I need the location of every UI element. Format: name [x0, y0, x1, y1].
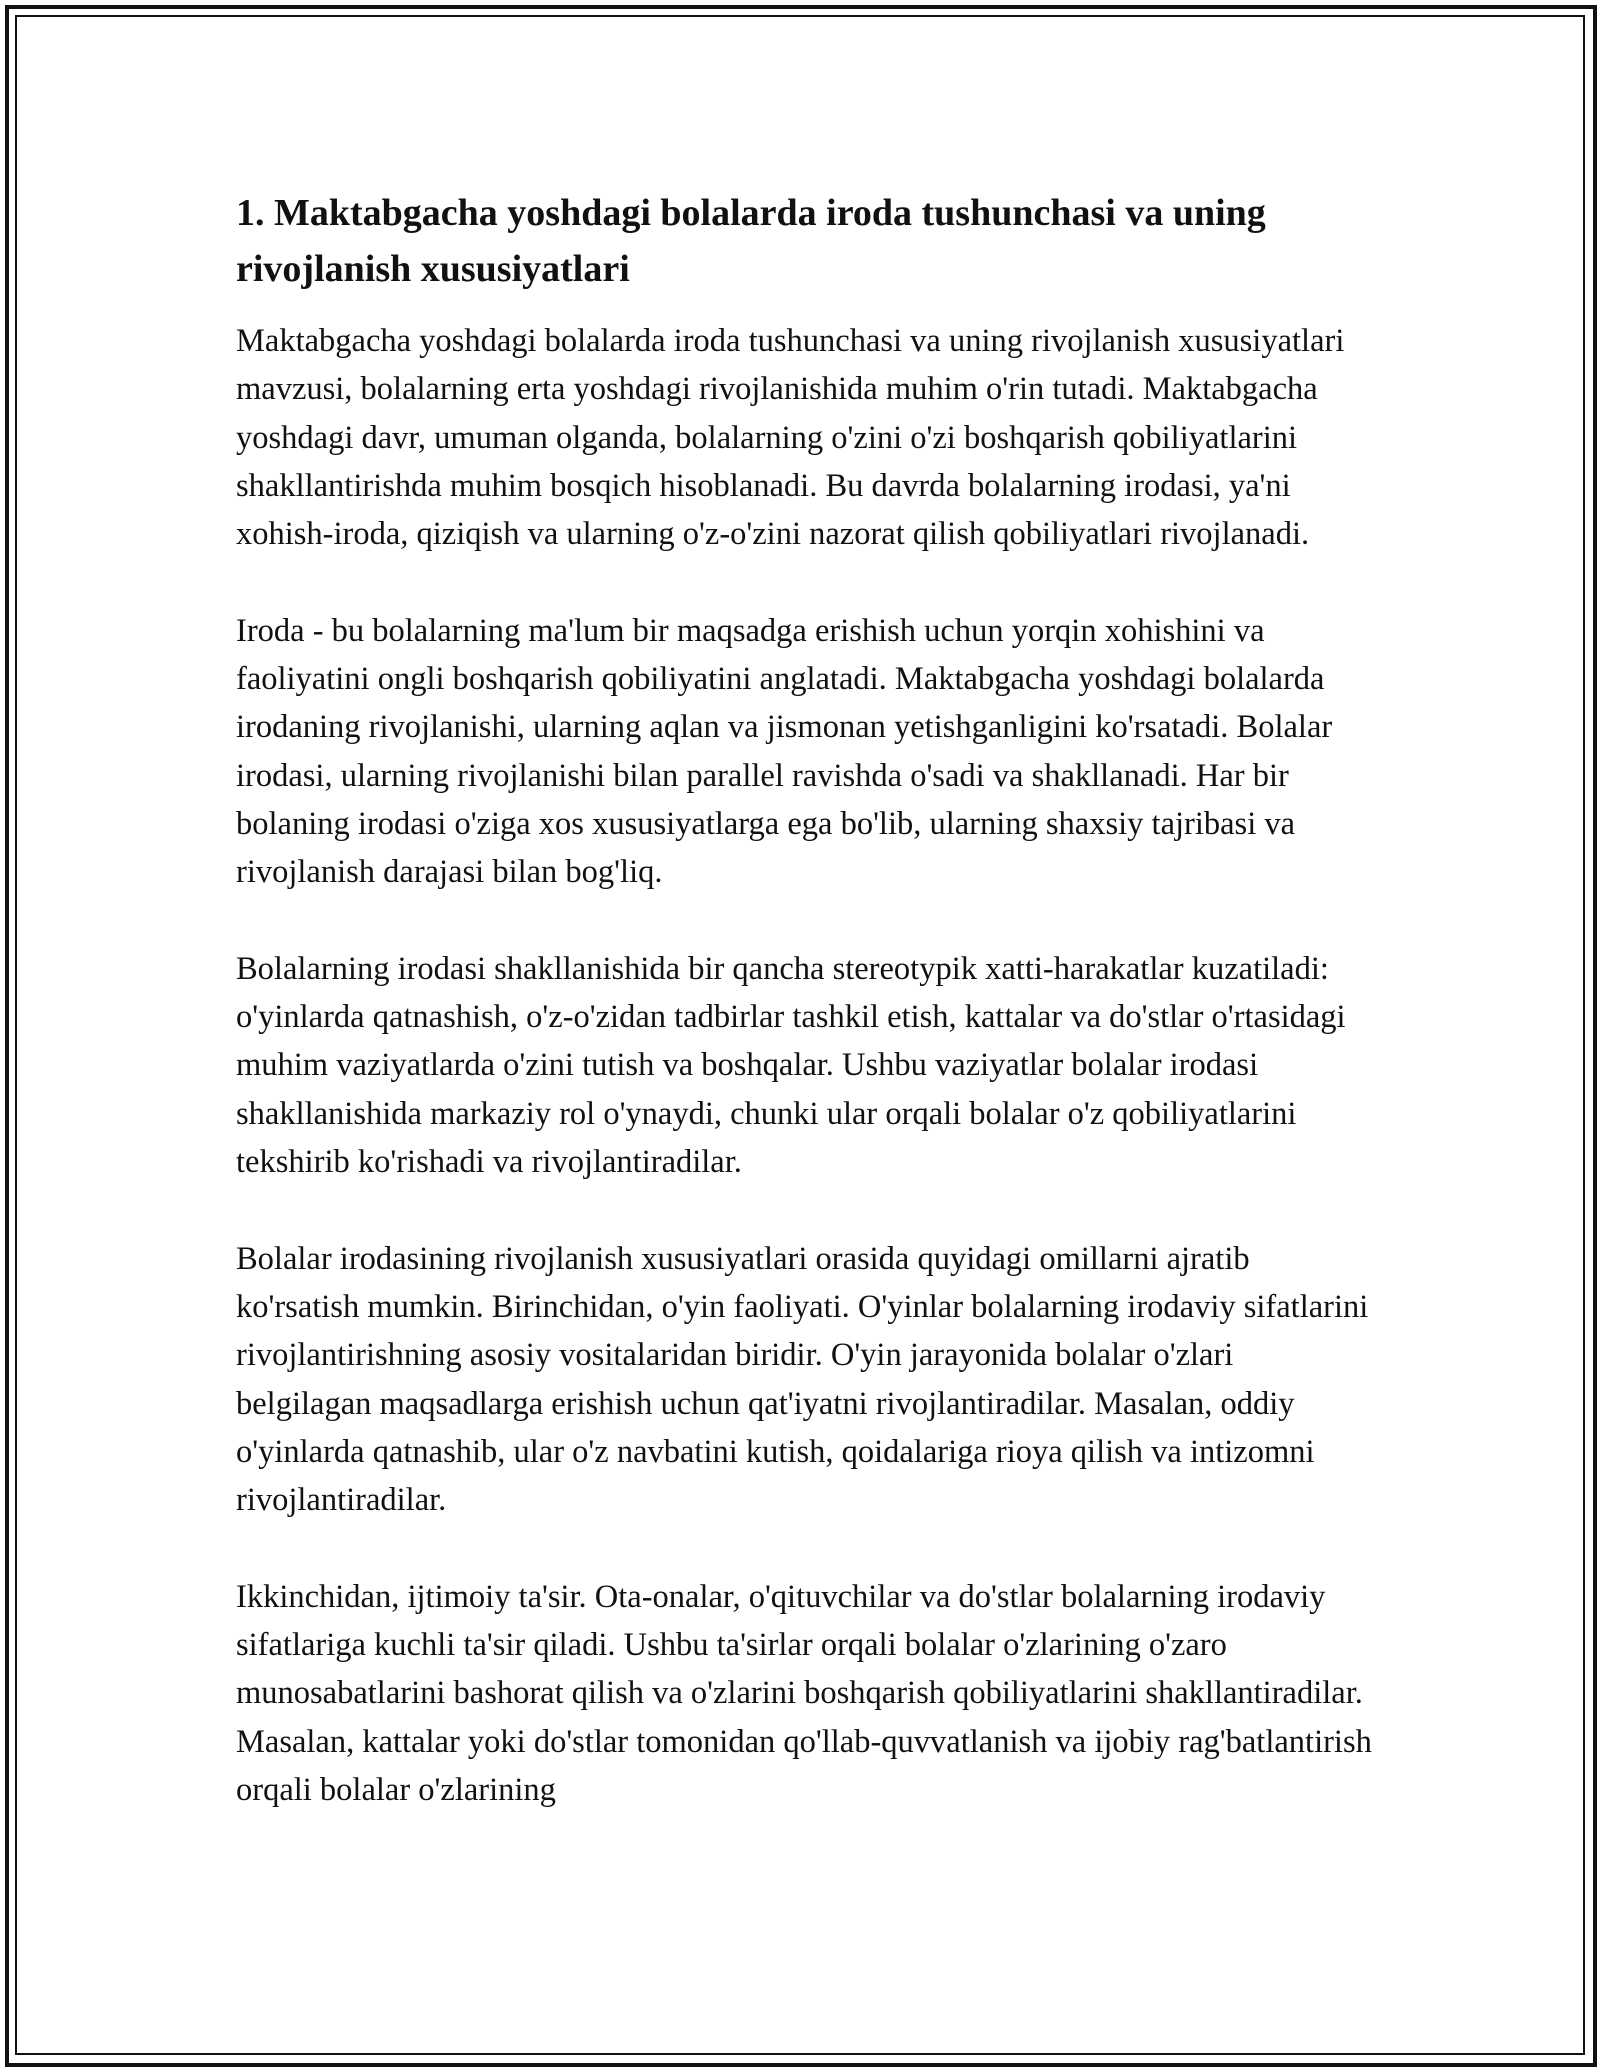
document-body — [236, 185, 1376, 1863]
paragraph-1: Maktabgacha yoshdagi bolalarda iroda tushunchasi va uning rivojlanish xususiyatlari mavzusi, bolalarning erta yoshdagi rivojlanishida muhim o'rin tutadi. Maktabgacha yoshdagi davr, umuman olganda, bolalarning o'zini o'zi boshqarish qobiliyatlarini shakllantirishda muhim bosqich hisoblanadi. Bu davrda bolalarning irodasi, ya'ni xohish-iroda, qiziqish va ularning o'z-o'zini nazorat qilish qobiliyatlari rivojlanadi. — [236, 323, 1345, 553]
paragraph-4: Bolalar irodasining rivojlanish xususiyatlari orasida quyidagi omillarni ajratib ko'rsatish mumkin. Birinchidan, o'yin faoliyati. O'yinlar bolalarning irodaviy sifatlarini rivojlantirishning asosiy vositalaridan biridir. O'yin jarayonida bolalar o'zlari belgilagan maqsadlarga erishish uchun qat'iyatni rivojlantiradilar. Masalan, oddiy o'yinlarda qatnashib, ular o'z navbatini kutish, qoidalariga rioya qilish va intizomni rivojlantiradilar. — [236, 1240, 1369, 1519]
paragraph-5: Ikkinchidan, ijtimoiy ta'sir. Ota-onalar, o'qituvchilar va do'stlar bolalarning irodaviy sifatlariga kuchli ta'sir qiladi. Ushbu ta'sirlar orqali bolalar o'zlarining o'zaro munosabatlarini bashorat qilish va o'zlarini boshqarish qobiliyatlarini shakllantiradilar. Masalan, kattalar yoki do'stlar tomonidan qo'llab-quvvatlanish va ijobiy rag'batlantirish orqali bolalar o'zlarining — [236, 1578, 1372, 1808]
section-heading: 1. Maktabgacha yoshdagi bolalarda iroda tushunchasi va uning rivojlanish xususiyatlari — [236, 192, 1266, 290]
paragraph-3: Bolalarning irodasi shakllanishida bir qancha stereotypik xatti-harakatlar kuzatiladi: o'yinlarda qatnashish, o'z-o'zidan tadbirlar tashkil etish, kattalar va do'stlar o'rtasidagi muhim vaziyatlarda o'zini tutish va boshqalar. Ushbu vaziyatlar bolalar irodasi shakllanishida markaziy rol o'ynaydi, chunki ular orqali bolalar o'z qobiliyatlarini tekshirib ko'rishadi va rivojlantiradilar. — [236, 950, 1346, 1181]
paragraph-2: Iroda - bu bolalarning ma'lum bir maqsadga erishish uchun yorqin xohishini va faoliyatini ongli boshqarish qobiliyatini anglatadi. Maktabgacha yoshdagi bolalarda irodaning rivojlanishi, ularning aqlan va jismonan yetishganligini ko'rsatadi. Bolalar irodasi, ularning rivojlanishi bilan parallel ravishda o'sadi va shakllanadi. Har bir bolaning irodasi o'ziga xos xususiyatlarga ega bo'lib, ularning shaxsiy tajribasi va rivojlanish darajasi bilan bog'liq. — [236, 612, 1333, 891]
